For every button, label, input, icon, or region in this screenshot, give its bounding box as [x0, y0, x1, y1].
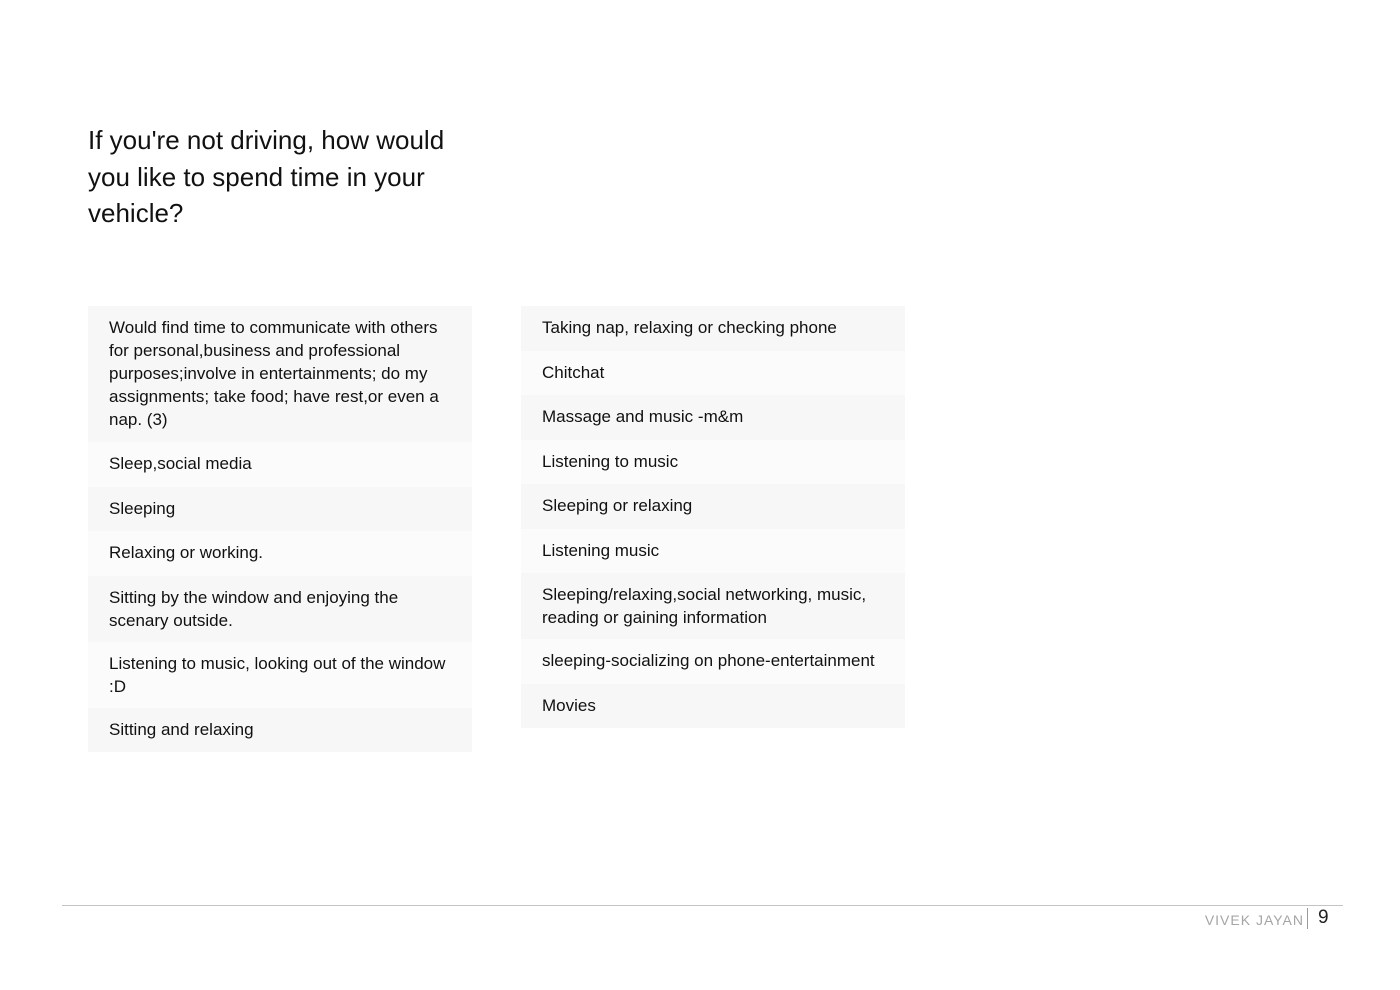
response-item: Taking nap, relaxing or checking phone	[521, 306, 905, 351]
response-item: Sitting and relaxing	[88, 708, 472, 753]
footer-rule	[62, 905, 1343, 906]
responses-right-column	[521, 306, 905, 728]
footer-author: VIVEK JAYAN	[1204, 912, 1304, 928]
response-item: Listening to music, looking out of the window :D	[88, 642, 472, 708]
response-item: Massage and music -m&m	[521, 395, 905, 440]
page-title: If you're not driving, how would you like to spend time in your vehicle?	[88, 125, 445, 228]
response-item: sleeping-socializing on phone-entertainment	[521, 639, 905, 684]
responses-left-column	[88, 306, 472, 752]
response-item: Listening music	[521, 529, 905, 574]
page-number: 9	[1318, 907, 1329, 928]
response-item: Sleeping/relaxing,social networking, music, reading or gaining information	[521, 573, 905, 639]
response-item: Would find time to communicate with others for personal,business and professional purposes;involve in entertainments; do my assignments; take food; have rest,or even a nap. (3)	[88, 306, 472, 442]
response-item: Sitting by the window and enjoying the scenary outside.	[88, 576, 472, 642]
response-item: Listening to music	[521, 440, 905, 485]
response-item: Movies	[521, 684, 905, 729]
response-item: Sleeping	[88, 487, 472, 532]
response-item: Chitchat	[521, 351, 905, 396]
footer-divider	[1307, 908, 1308, 929]
response-item: Sleeping or relaxing	[521, 484, 905, 529]
response-item: Relaxing or working.	[88, 531, 472, 576]
response-item: Sleep,social media	[88, 442, 472, 487]
